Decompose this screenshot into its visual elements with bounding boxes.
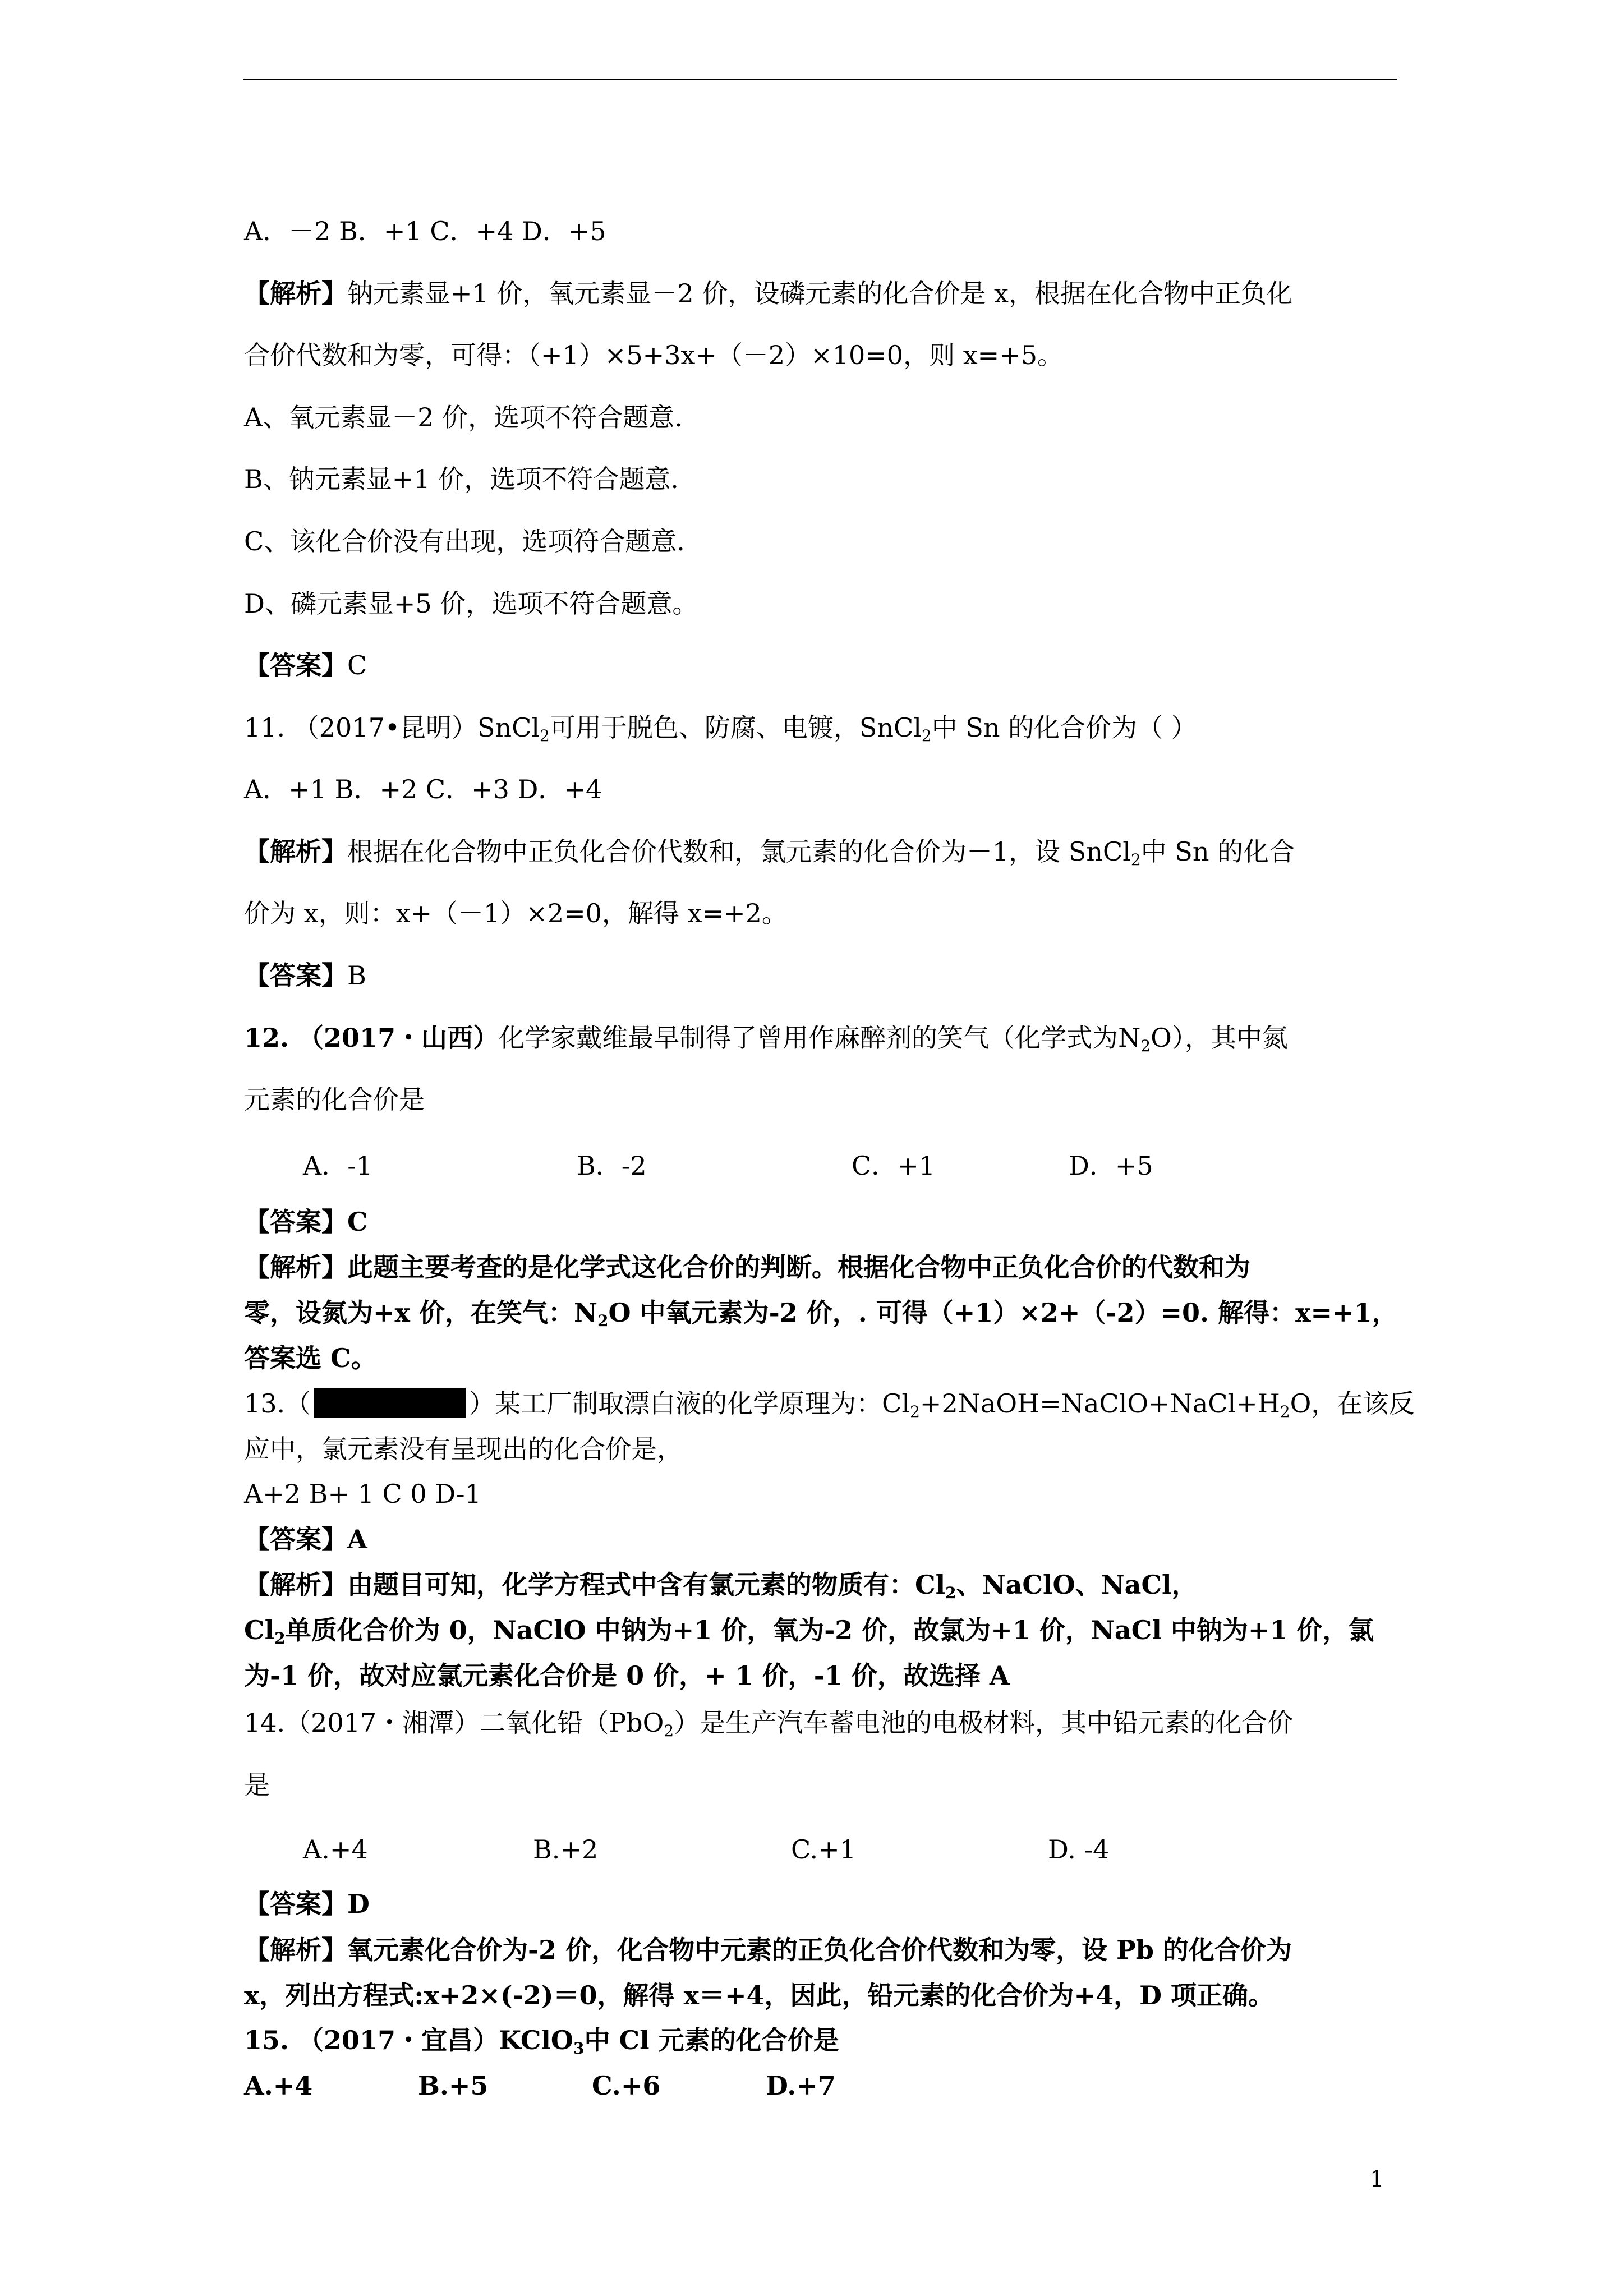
analysis-text: 零，设氮为+x 价，在笑气：N <box>244 1297 598 1328</box>
q10-analysis-line-1 <box>244 277 1292 310</box>
q12-stem-part: O），其中氮 <box>1151 1023 1288 1053</box>
header-rule <box>243 79 1397 80</box>
q15-option-c: C.+6 <box>592 2070 661 2101</box>
subscript: 2 <box>664 1722 674 1740</box>
q13-analysis-line-3: 为-1 价，故对应氯元素化合价是 0 价，+ 1 价，-1 价，故选择 A <box>244 1660 1010 1691</box>
q12-option-b: B．-2 <box>577 1151 647 1181</box>
q13-stem-line-1 <box>244 1387 1414 1420</box>
q11-analysis-line-2: 价为 x，则：x+（－1）×2=0，解得 x=+2。 <box>244 898 788 928</box>
q14-analysis-line-2: x，列出方程式:x+2×(-2)＝0，解得 x＝+4，因此，铅元素的化合价为+4，D 项正确。 <box>244 1980 1275 2010</box>
q14-answer <box>244 1887 370 1921</box>
q11-stem-part: 11. （2017•昆明）SnCl <box>244 712 540 743</box>
q11-options: A．+1 B．+2 C．+3 D．+4 <box>244 774 602 804</box>
q13-answer <box>244 1522 367 1556</box>
q15-option-a: A.+4 <box>244 2070 313 2101</box>
answer-value: C <box>347 1207 368 1237</box>
answer-label: 【答案】 <box>244 1889 347 1919</box>
q11-stem-part: 可用于脱色、防腐、电镀，SnCl <box>549 712 922 743</box>
q12-analysis-line-1 <box>244 1250 1250 1284</box>
analysis-text: 此题主要考查的是化学式这化合价的判断。根据化合物中正负化合价的代数和为 <box>347 1252 1250 1282</box>
q10-explain-b: B、钠元素显+1 价，选项不符合题意. <box>244 464 679 494</box>
answer-label: 【答案】 <box>244 1524 347 1554</box>
q13-stem-part: ）某工厂制取漂白液的化学原理为：Cl <box>469 1388 910 1419</box>
answer-value: A <box>347 1524 367 1554</box>
q13-number: 13.（ <box>244 1388 311 1419</box>
q12-option-c: C．+1 <box>852 1151 936 1181</box>
q12-number: 12. （2017・山西） <box>244 1023 499 1053</box>
analysis-label: 【解析】 <box>244 1935 347 1965</box>
q11-stem <box>244 711 1197 744</box>
q14-stem-line-1 <box>244 1706 1293 1740</box>
analysis-text: 氧元素化合价为-2 价，化合物中元素的正负化合价代数和为零，设 Pb 的化合价为 <box>347 1935 1292 1965</box>
answer-value: C <box>347 650 367 680</box>
subscript: 2 <box>274 1629 286 1648</box>
subscript: 2 <box>921 726 932 745</box>
q14-options <box>0 1833 1624 1866</box>
analysis-label: 【解析】 <box>244 1252 347 1282</box>
subscript: 2 <box>597 1312 609 1330</box>
analysis-text: 单质化合价为 0，NaClO 中钠为+1 价，氧为-2 价，故氯为+1 价，NaCl 中钠为+1 价，氯 <box>285 1615 1374 1645</box>
q13-stem-part: +2NaOH=NaClO+NaCl+H <box>919 1388 1280 1419</box>
analysis-text: 由题目可知，化学方程式中含有氯元素的物质有：Cl <box>347 1570 946 1600</box>
analysis-text: 钠元素显+1 价，氧元素显－2 价，设磷元素的化合价是 x，根据在化合物中正负化 <box>347 278 1292 309</box>
q12-answer <box>244 1205 368 1239</box>
q11-stem-part: 中 Sn 的化合价为（ ） <box>931 712 1197 743</box>
subscript: 2 <box>1140 1037 1151 1055</box>
q11-analysis-line-1 <box>244 835 1295 868</box>
subscript: 2 <box>910 1402 920 1421</box>
q10-analysis-line-2: 合价代数和为零，可得：（+1）×5+3x+（－2）×10=0，则 x=+5。 <box>244 340 1063 370</box>
q12-stem-part: 化学家戴维最早制得了曾用作麻醉剂的笑气（化学式为N <box>499 1023 1141 1053</box>
q13-analysis-line-2 <box>244 1613 1374 1647</box>
q14-option-d: D. -4 <box>1048 1834 1110 1865</box>
q12-stem-line-2: 元素的化合价是 <box>244 1084 425 1115</box>
answer-value: D <box>347 1889 370 1919</box>
q12-options <box>0 1149 1624 1182</box>
q10-explain-a: A、氧元素显－2 价，选项不符合题意. <box>244 402 683 432</box>
q13-stem-part: O，在该反 <box>1290 1388 1415 1419</box>
q13-options: A+2 B+ 1 C 0 D-1 <box>244 1479 481 1509</box>
answer-value: B <box>347 960 366 991</box>
answer-label: 【答案】 <box>244 650 347 680</box>
page-number: 1 <box>1370 2166 1384 2192</box>
q10-options: A．－2 B．+1 C．+4 D．+5 <box>244 216 606 246</box>
q15-stem-part: 15. （2017・宜昌）KClO <box>244 2025 573 2055</box>
q10-explain-c: C、该化合价没有出现，选项符合题意. <box>244 526 685 556</box>
q15-option-b: B.+5 <box>418 2070 489 2101</box>
q10-explain-d: D、磷元素显+5 价，选项不符合题意。 <box>244 588 698 619</box>
q14-stem-line-2: 是 <box>244 1770 270 1800</box>
subscript: 2 <box>1130 850 1141 869</box>
analysis-label: 【解析】 <box>244 836 347 867</box>
subscript: 2 <box>1280 1402 1290 1421</box>
q14-stem-part: 14.（2017・湘潭）二氧化铅（PbO <box>244 1708 664 1738</box>
analysis-text: 中 Sn 的化合 <box>1140 836 1295 867</box>
q10-answer <box>244 648 367 682</box>
q14-option-b: B.+2 <box>533 1834 599 1865</box>
q13-stem-line-2: 应中，氯元素没有呈现出的化合价是， <box>244 1434 683 1464</box>
q14-option-a: A.+4 <box>303 1834 368 1865</box>
q12-analysis-line-3: 答案选 C。 <box>244 1343 377 1373</box>
answer-label: 【答案】 <box>244 960 347 991</box>
q13-analysis-line-1 <box>244 1568 1198 1602</box>
q12-option-a: A．-1 <box>303 1151 373 1181</box>
q12-analysis-line-2 <box>244 1296 1398 1329</box>
q11-answer <box>244 959 366 992</box>
analysis-text: O 中氧元素为-2 价，. 可得（+1）×2+（-2）=0. 解得：x=+1， <box>608 1297 1398 1328</box>
q14-stem-part: ）是生产汽车蓄电池的电极材料，其中铅元素的化合价 <box>674 1708 1294 1738</box>
q15-option-d: D.+7 <box>766 2070 836 2101</box>
analysis-text: 根据在化合物中正负化合价代数和，氯元素的化合价为－1，设 SnCl <box>347 836 1131 867</box>
analysis-label: 【解析】 <box>244 278 347 309</box>
q15-options <box>0 2069 1624 2102</box>
q12-option-d: D．+5 <box>1069 1151 1153 1181</box>
answer-label: 【答案】 <box>244 1207 347 1237</box>
q12-stem-line-1 <box>244 1021 1288 1055</box>
subscript: 2 <box>540 726 550 745</box>
analysis-text: 、NaClO、NaCl， <box>956 1570 1198 1600</box>
q14-option-c: C.+1 <box>791 1834 856 1865</box>
analysis-text: Cl <box>244 1615 275 1645</box>
subscript: 2 <box>945 1584 956 1602</box>
subscript: 3 <box>573 2039 585 2058</box>
q15-stem <box>244 2023 839 2057</box>
analysis-label: 【解析】 <box>244 1570 347 1600</box>
q15-stem-part: 中 Cl 元素的化合价是 <box>584 2025 839 2055</box>
q14-analysis-line-1 <box>244 1933 1292 1967</box>
redaction-box <box>314 1388 466 1418</box>
